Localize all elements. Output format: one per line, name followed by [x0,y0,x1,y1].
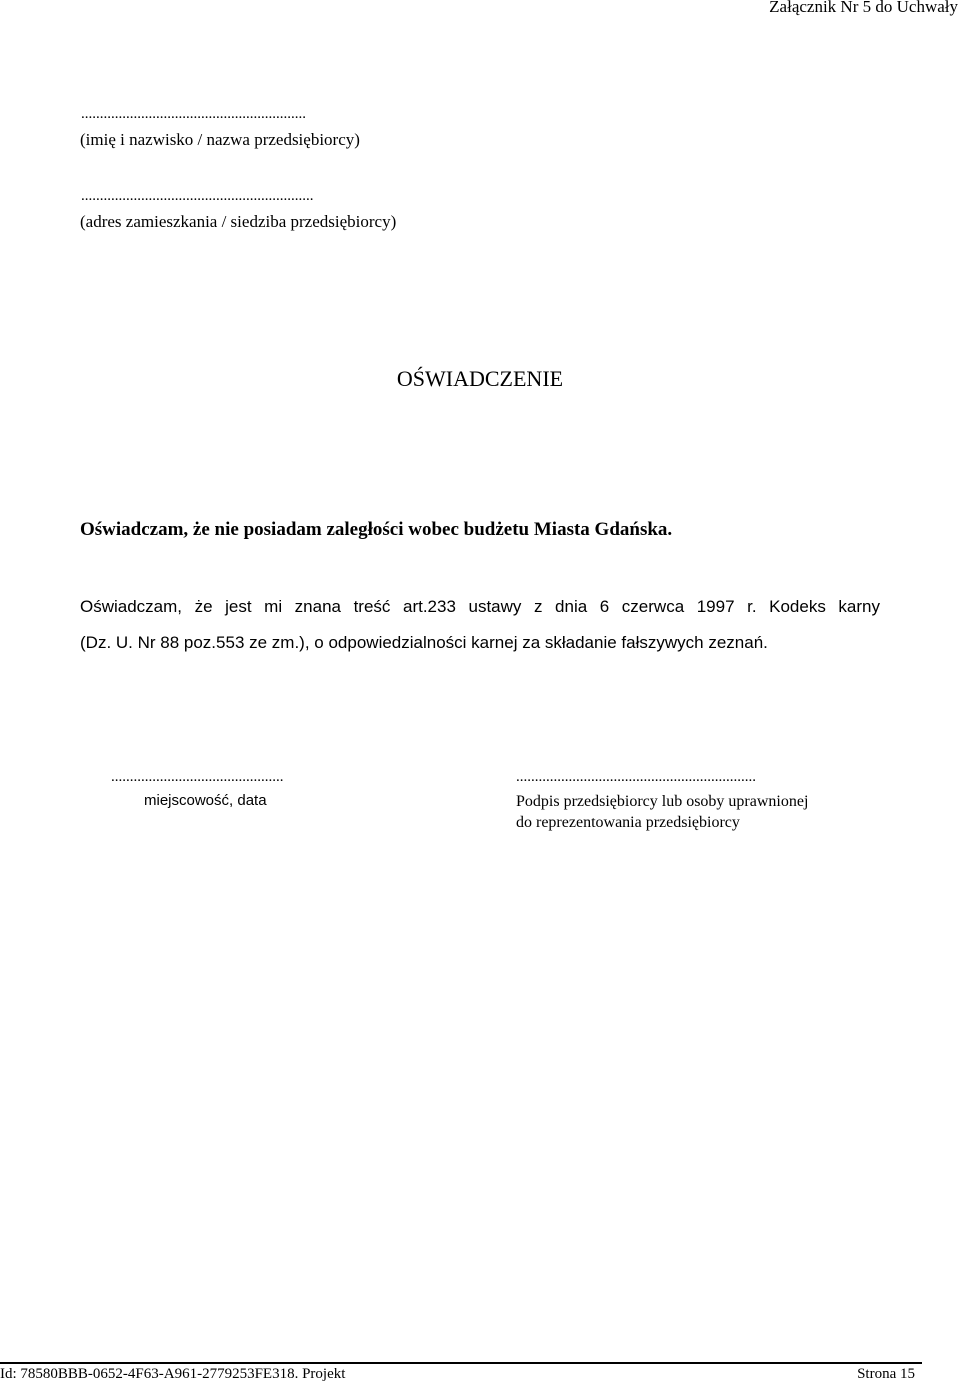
applicant-address-fill-line: .............................................................. [81,188,314,204]
signature-caption-line-1: Podpis przedsiębiorcy lub osoby uprawnionej [516,793,809,810]
criminal-liability-statement [80,589,880,661]
document-title: OŚWIADCZENIE [396,366,564,391]
signature-fill-line: ................................................................ [516,769,756,785]
annex-header: Załącznik Nr 5 do Uchwały [769,0,958,16]
applicant-address-caption: (adres zamieszkania / siedziba przedsiębiorcy) [80,212,397,231]
statement-line-1: Oświadczam, że jest mi znana treść art.233 ustawy z dnia 6 czerwca 1997 r. Kodeks karny [80,597,880,616]
applicant-name-fill-line: ............................................................ [81,106,306,122]
place-date-fill-line: .............................................. [111,769,284,785]
applicant-name-caption: (imię i nazwisko / nazwa przedsiębiorcy) [80,130,360,149]
signature-caption-line-2: do reprezentowania przedsiębiorcy [516,814,740,831]
footer-page-number: Strona 15 [857,1366,915,1382]
debt-statement: Oświadczam, że nie posiadam zaległości wobec budżetu Miasta Gdańska. [80,519,673,540]
statement-line-2: (Dz. U. Nr 88 poz.553 ze zm.), o odpowiedzialności karnej za składanie fałszywych zeznań. [80,633,768,652]
footer-document-id: Id: 78580BBB-0652-4F63-A961-2779253FE318. Projekt [0,1366,346,1382]
place-date-caption: miejscowość, data [144,792,267,809]
footer-divider [0,1362,922,1364]
